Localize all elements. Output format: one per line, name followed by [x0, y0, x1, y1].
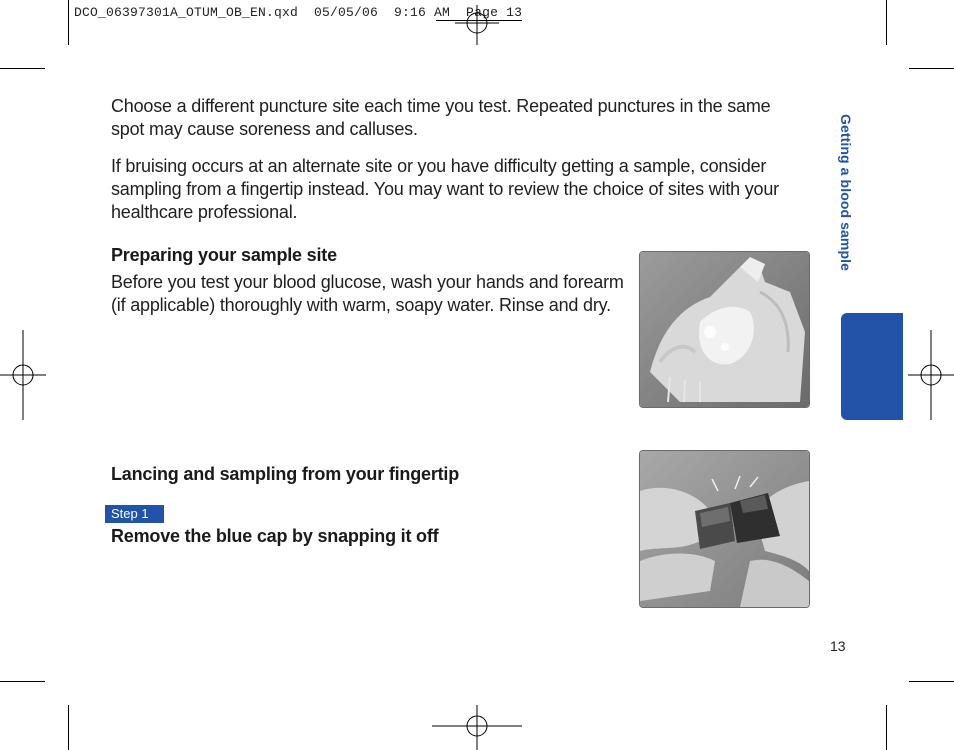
step-badge: Step 1: [105, 505, 164, 523]
paragraph-bruising: If bruising occurs at an alternate site or you have difficulty getting a sample, consider sampling from a fingertip instead. You may want to review the choice of sites with your healthcare professional.: [111, 156, 779, 222]
registration-mark-left-icon: [0, 330, 46, 420]
registration-mark-bottom-icon: [432, 705, 522, 750]
paragraph-puncture-site: Choose a different puncture site each time you test. Repeated punctures in the same spot may cause soreness and calluses.: [111, 96, 771, 139]
hand-washing-photo: [639, 251, 810, 408]
sidebar-section-label: Getting a blood sample: [838, 114, 854, 271]
heading-preparing-sample-site: Preparing your sample site: [111, 245, 337, 265]
heading-lancing-sampling: Lancing and sampling from your fingertip: [111, 464, 460, 484]
step-1-instruction: Remove the blue cap by snapping it off: [111, 526, 439, 546]
print-slug-line: DCO_06397301A_OTUM_OB_EN.qxd 05/05/06 9:16 AM Page 13: [74, 5, 523, 20]
registration-mark-top-icon: [455, 5, 499, 45]
page-number: 13: [830, 638, 846, 654]
sidebar-section-tab: [841, 313, 903, 420]
paragraph-preparing: Before you test your blood glucose, wash your hands and forearm (if applicable) thoroughly with warm, soapy water. Rinse and dry.: [111, 272, 624, 315]
lancet-cap-photo: [639, 450, 810, 608]
registration-mark-right-icon: [908, 330, 954, 420]
